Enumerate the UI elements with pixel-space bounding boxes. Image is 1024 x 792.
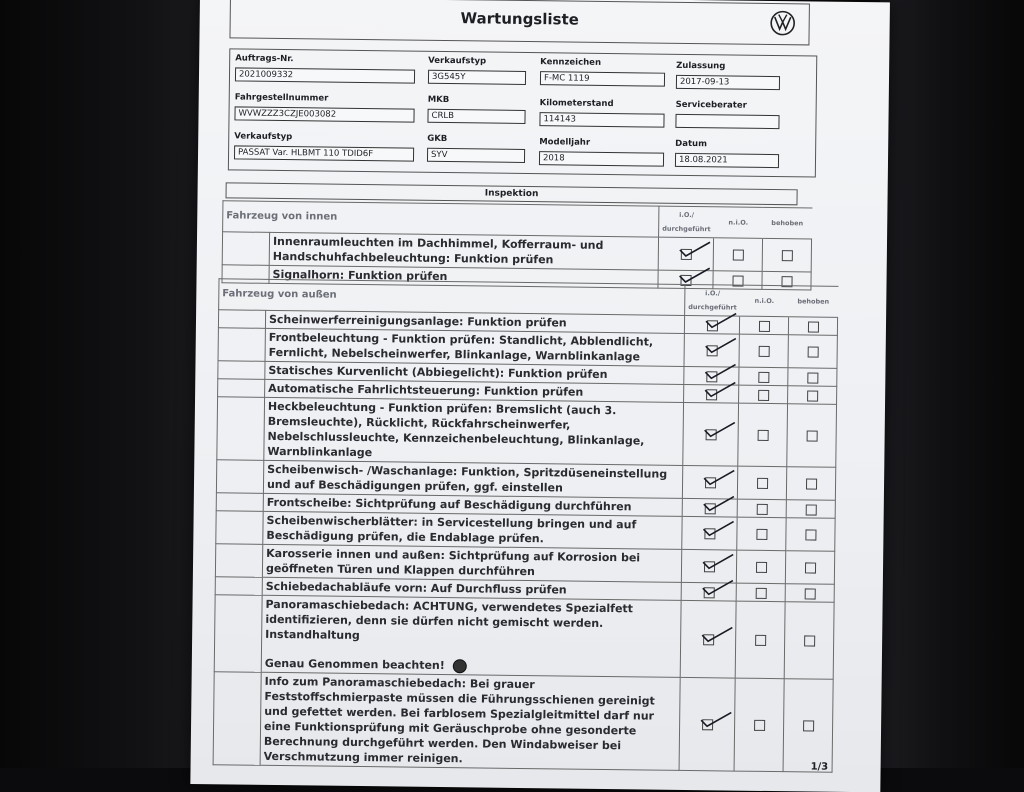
group-title: Fahrzeug von außen <box>219 279 685 316</box>
checklist-row <box>213 672 833 773</box>
nio-checkbox[interactable] <box>756 478 767 489</box>
behoben-cell <box>783 679 833 773</box>
item-text: Heckbeleuchtung - Funktion prüfen: Bremslicht (auch 3. Bremsleuchte), Rücklicht, Rückfahrscheinwerfer, Nebelschlussleuchte, Kennzeichenbeleuchtung, Blinkanlage, Warnblinkanlage <box>267 399 645 460</box>
check-mark-icon <box>701 552 735 570</box>
field-verkaufstyp-code: Verkaufstyp 3G545Y <box>428 56 526 85</box>
checklist-inside <box>221 200 812 290</box>
item-text: Signalhorn: Funktion prüfen <box>272 267 448 284</box>
item-text: Frontscheibe: Sichtprüfung auf Beschädigung durchführen <box>266 495 632 514</box>
behoben-cell <box>786 518 835 552</box>
field-kilometerstand: Kilometerstand 114143 <box>539 98 664 128</box>
row-index-cell <box>218 328 265 362</box>
nio-checkbox[interactable] <box>758 346 769 357</box>
column-header-behoben: behoben <box>789 286 838 318</box>
check-mark-icon <box>701 519 735 537</box>
behoben-checkbox[interactable] <box>806 430 817 441</box>
group-title: Fahrzeug von innen <box>223 201 659 237</box>
behoben-checkbox[interactable] <box>804 635 815 646</box>
behoben-cell <box>785 584 834 603</box>
nio-cell <box>739 367 788 386</box>
io-checkbox[interactable] <box>704 561 715 572</box>
nio-cell <box>738 403 788 467</box>
nio-cell <box>739 334 788 368</box>
row-index-cell <box>216 460 263 494</box>
nio-cell <box>736 583 785 602</box>
checklist-item-text <box>263 460 682 498</box>
row-index-cell <box>216 493 263 512</box>
column-header-nio: n.i.O. <box>740 285 789 317</box>
io-checkbox[interactable] <box>704 528 715 539</box>
nio-checkbox[interactable] <box>756 529 767 540</box>
row-index-cell <box>215 544 262 578</box>
io-checkbox[interactable] <box>702 719 713 730</box>
checklist-item-text <box>264 397 684 465</box>
behoben-cell <box>786 500 835 519</box>
behoben-checkbox[interactable] <box>807 390 818 401</box>
io-checkbox[interactable] <box>703 634 714 645</box>
behoben-checkbox[interactable] <box>805 504 816 515</box>
checklist-item-text <box>262 544 681 582</box>
check-mark-icon <box>702 420 736 438</box>
check-mark-icon <box>700 578 734 596</box>
nio-cell <box>739 385 788 404</box>
field-auftrags-nr: Auftrags-Nr. 2021009332 <box>235 53 415 83</box>
checklist-item-text <box>261 595 681 677</box>
nio-checkbox[interactable] <box>754 720 765 731</box>
check-mark-icon <box>703 380 737 398</box>
row-index-cell <box>218 361 265 380</box>
checklist-row <box>217 397 837 468</box>
field-modelljahr: Modelljahr 2018 <box>539 137 664 167</box>
row-index-cell <box>214 595 262 673</box>
nio-cell <box>713 238 762 272</box>
row-index-cell <box>218 379 265 398</box>
item-text: Automatische Fahrlichtsteuerung: Funktion prüfen <box>268 381 584 399</box>
behoben-checkbox[interactable] <box>804 562 815 573</box>
field-fahrgestellnummer: Fahrgestellnummer WVWZZZ3CZJE003082 <box>234 92 414 122</box>
behoben-cell <box>788 317 837 336</box>
row-index-cell <box>217 397 265 461</box>
behoben-cell <box>784 602 834 680</box>
behoben-checkbox[interactable] <box>803 720 814 731</box>
nio-checkbox[interactable] <box>755 587 766 598</box>
row-index-cell <box>215 577 262 596</box>
field-gkb: GKB SYV <box>427 134 525 163</box>
check-mark-icon <box>701 494 735 512</box>
checklist-item-text <box>265 328 684 366</box>
io-cell <box>683 402 739 466</box>
field-datum: Datum 18.08.2021 <box>675 139 779 168</box>
row-index-cell <box>222 232 269 266</box>
behoben-cell <box>787 404 837 468</box>
field-serviceberater: Serviceberater <box>675 100 779 129</box>
nio-checkbox[interactable] <box>732 250 743 261</box>
row-index-cell <box>218 310 265 329</box>
item-text: Scheinwerferreinigungsanlage: Funktion prüfen <box>268 312 567 330</box>
behoben-checkbox[interactable] <box>807 321 818 332</box>
behoben-checkbox[interactable] <box>805 529 816 540</box>
nio-checkbox[interactable] <box>755 562 766 573</box>
check-mark-icon <box>703 311 737 329</box>
checklist-item-text <box>260 672 680 770</box>
nio-checkbox[interactable] <box>755 635 766 646</box>
check-mark-icon <box>703 362 737 380</box>
checklist-item-text <box>269 232 658 270</box>
nio-cell <box>737 499 786 518</box>
checklist-item-text <box>263 511 682 549</box>
item-text: Panoramaschiebedach: ACHTUNG, verwendetes Spezialfett identifizieren, denn sie dürfen nicht gemischt werden. Instandhaltung <box>265 597 634 643</box>
item-text: Scheibenwischerblätter: in Servicestellung bringen und auf Beschädigung prüfen, die Endablage prüfen. <box>266 513 637 546</box>
maintenance-sheet <box>190 0 890 792</box>
io-checkbox[interactable] <box>705 429 716 440</box>
column-header-behoben: behoben <box>763 207 812 239</box>
nio-checkbox[interactable] <box>758 371 769 382</box>
bullet-dot-icon <box>453 659 467 673</box>
nio-cell <box>734 678 784 772</box>
nio-cell <box>737 466 786 500</box>
io-cell <box>682 516 737 550</box>
column-header-io: i.O./ durchgeführt <box>659 206 714 238</box>
field-mkb: MKB CRLB <box>427 95 525 124</box>
behoben-checkbox[interactable] <box>805 478 816 489</box>
item-text: Frontbeleuchtung - Funktion prüfen: Standlicht, Abblendlicht, Fernlicht, Nebelscheinwerfer, Blinkanlage, Warnblinkanlage <box>268 330 654 364</box>
field-zulassung: Zulassung 2017-09-13 <box>676 61 780 90</box>
io-cell <box>679 677 735 771</box>
column-header-io: i.O./ durchgeführt <box>685 284 740 316</box>
behoben-cell <box>788 368 837 387</box>
field-verkaufstyp-name: Verkaufstyp PASSAT Var. HLBMT 110 TDID6F <box>234 131 414 161</box>
io-checkbox[interactable] <box>706 389 717 400</box>
check-mark-icon <box>702 468 736 486</box>
nio-checkbox[interactable] <box>756 503 767 514</box>
vw-logo-icon <box>770 10 796 36</box>
nio-checkbox[interactable] <box>758 389 769 400</box>
page-title: Wartungsliste <box>460 9 579 29</box>
item-text: Scheibenwisch- /Waschanlage: Funktion, Spritzdüseneinstellung und auf Beschädigungen prüfen, ggf. einstellen <box>266 462 668 495</box>
behoben-cell <box>786 467 835 501</box>
io-cell <box>680 600 736 678</box>
item-text: Schiebedachabläufe vorn: Auf Durchfluss prüfen <box>265 579 567 597</box>
io-cell <box>681 582 736 601</box>
behoben-checkbox[interactable] <box>781 250 792 261</box>
item-text: Info zum Panoramaschiebedach: Bei grauer Feststoffschmierpaste müssen die Führungsschienen gereinigt und gefettet werden. Bei farblosem Spezialgleitmittel darf nur eine Funktionsprüfung mit Geräuschprobe ohne gesonderte Berechnung durchgeführt werden. Den Windabweiser bei Verschmutzung immer reinigen. <box>263 674 655 766</box>
row-index-cell <box>216 511 263 545</box>
nio-checkbox[interactable] <box>758 320 769 331</box>
nio-cell <box>737 517 786 551</box>
item-text: Karosserie innen und außen: Sichtprüfung auf Korrosion bei geöffneten Türen und Klappen durchführen <box>265 546 641 579</box>
field-kennzeichen: Kennzeichen F-MC 1119 <box>540 57 665 87</box>
check-mark-icon <box>699 710 733 728</box>
behoben-cell <box>762 238 811 272</box>
check-mark-icon <box>677 265 711 283</box>
behoben-checkbox[interactable] <box>807 372 818 383</box>
behoben-cell <box>785 551 834 585</box>
behoben-checkbox[interactable] <box>804 588 815 599</box>
check-mark-icon <box>700 625 734 643</box>
column-header-nio: n.i.O. <box>714 207 763 239</box>
item-text: Statisches Kurvenlicht (Abbiegelicht): Funktion prüfen <box>268 363 608 382</box>
behoben-cell <box>788 386 837 405</box>
header-box <box>229 0 809 45</box>
nio-cell <box>735 601 785 679</box>
behoben-cell <box>788 335 837 369</box>
background-left <box>0 0 205 768</box>
io-checkbox[interactable] <box>703 587 714 598</box>
checklist-row <box>214 595 834 680</box>
io-cell <box>684 384 739 403</box>
background-right <box>880 0 1024 768</box>
item-text: Innenraumleuchten im Dachhimmel, Kofferraum- und Handschuhfachbeleuchtung: Funktion prüfen <box>272 234 604 267</box>
checklist-outside <box>213 278 839 773</box>
io-checkbox[interactable] <box>705 477 716 488</box>
page-number: 1/3 <box>810 761 829 773</box>
check-mark-icon <box>703 336 737 354</box>
io-checkbox[interactable] <box>706 345 717 356</box>
nio-checkbox[interactable] <box>757 430 768 441</box>
check-mark-icon <box>677 240 711 258</box>
section-title-inspektion: Inspektion <box>226 182 798 205</box>
nio-cell <box>739 316 788 335</box>
row-index-cell <box>213 672 261 766</box>
io-cell <box>682 498 737 517</box>
behoben-checkbox[interactable] <box>807 346 818 357</box>
io-cell <box>684 315 739 334</box>
nio-cell <box>736 550 785 584</box>
io-checkbox[interactable] <box>704 503 715 514</box>
io-checkbox[interactable] <box>680 249 691 260</box>
vehicle-info-box <box>228 48 817 177</box>
io-checkbox[interactable] <box>706 320 717 331</box>
item-note: Genau Genommen beachten! <box>264 656 445 673</box>
